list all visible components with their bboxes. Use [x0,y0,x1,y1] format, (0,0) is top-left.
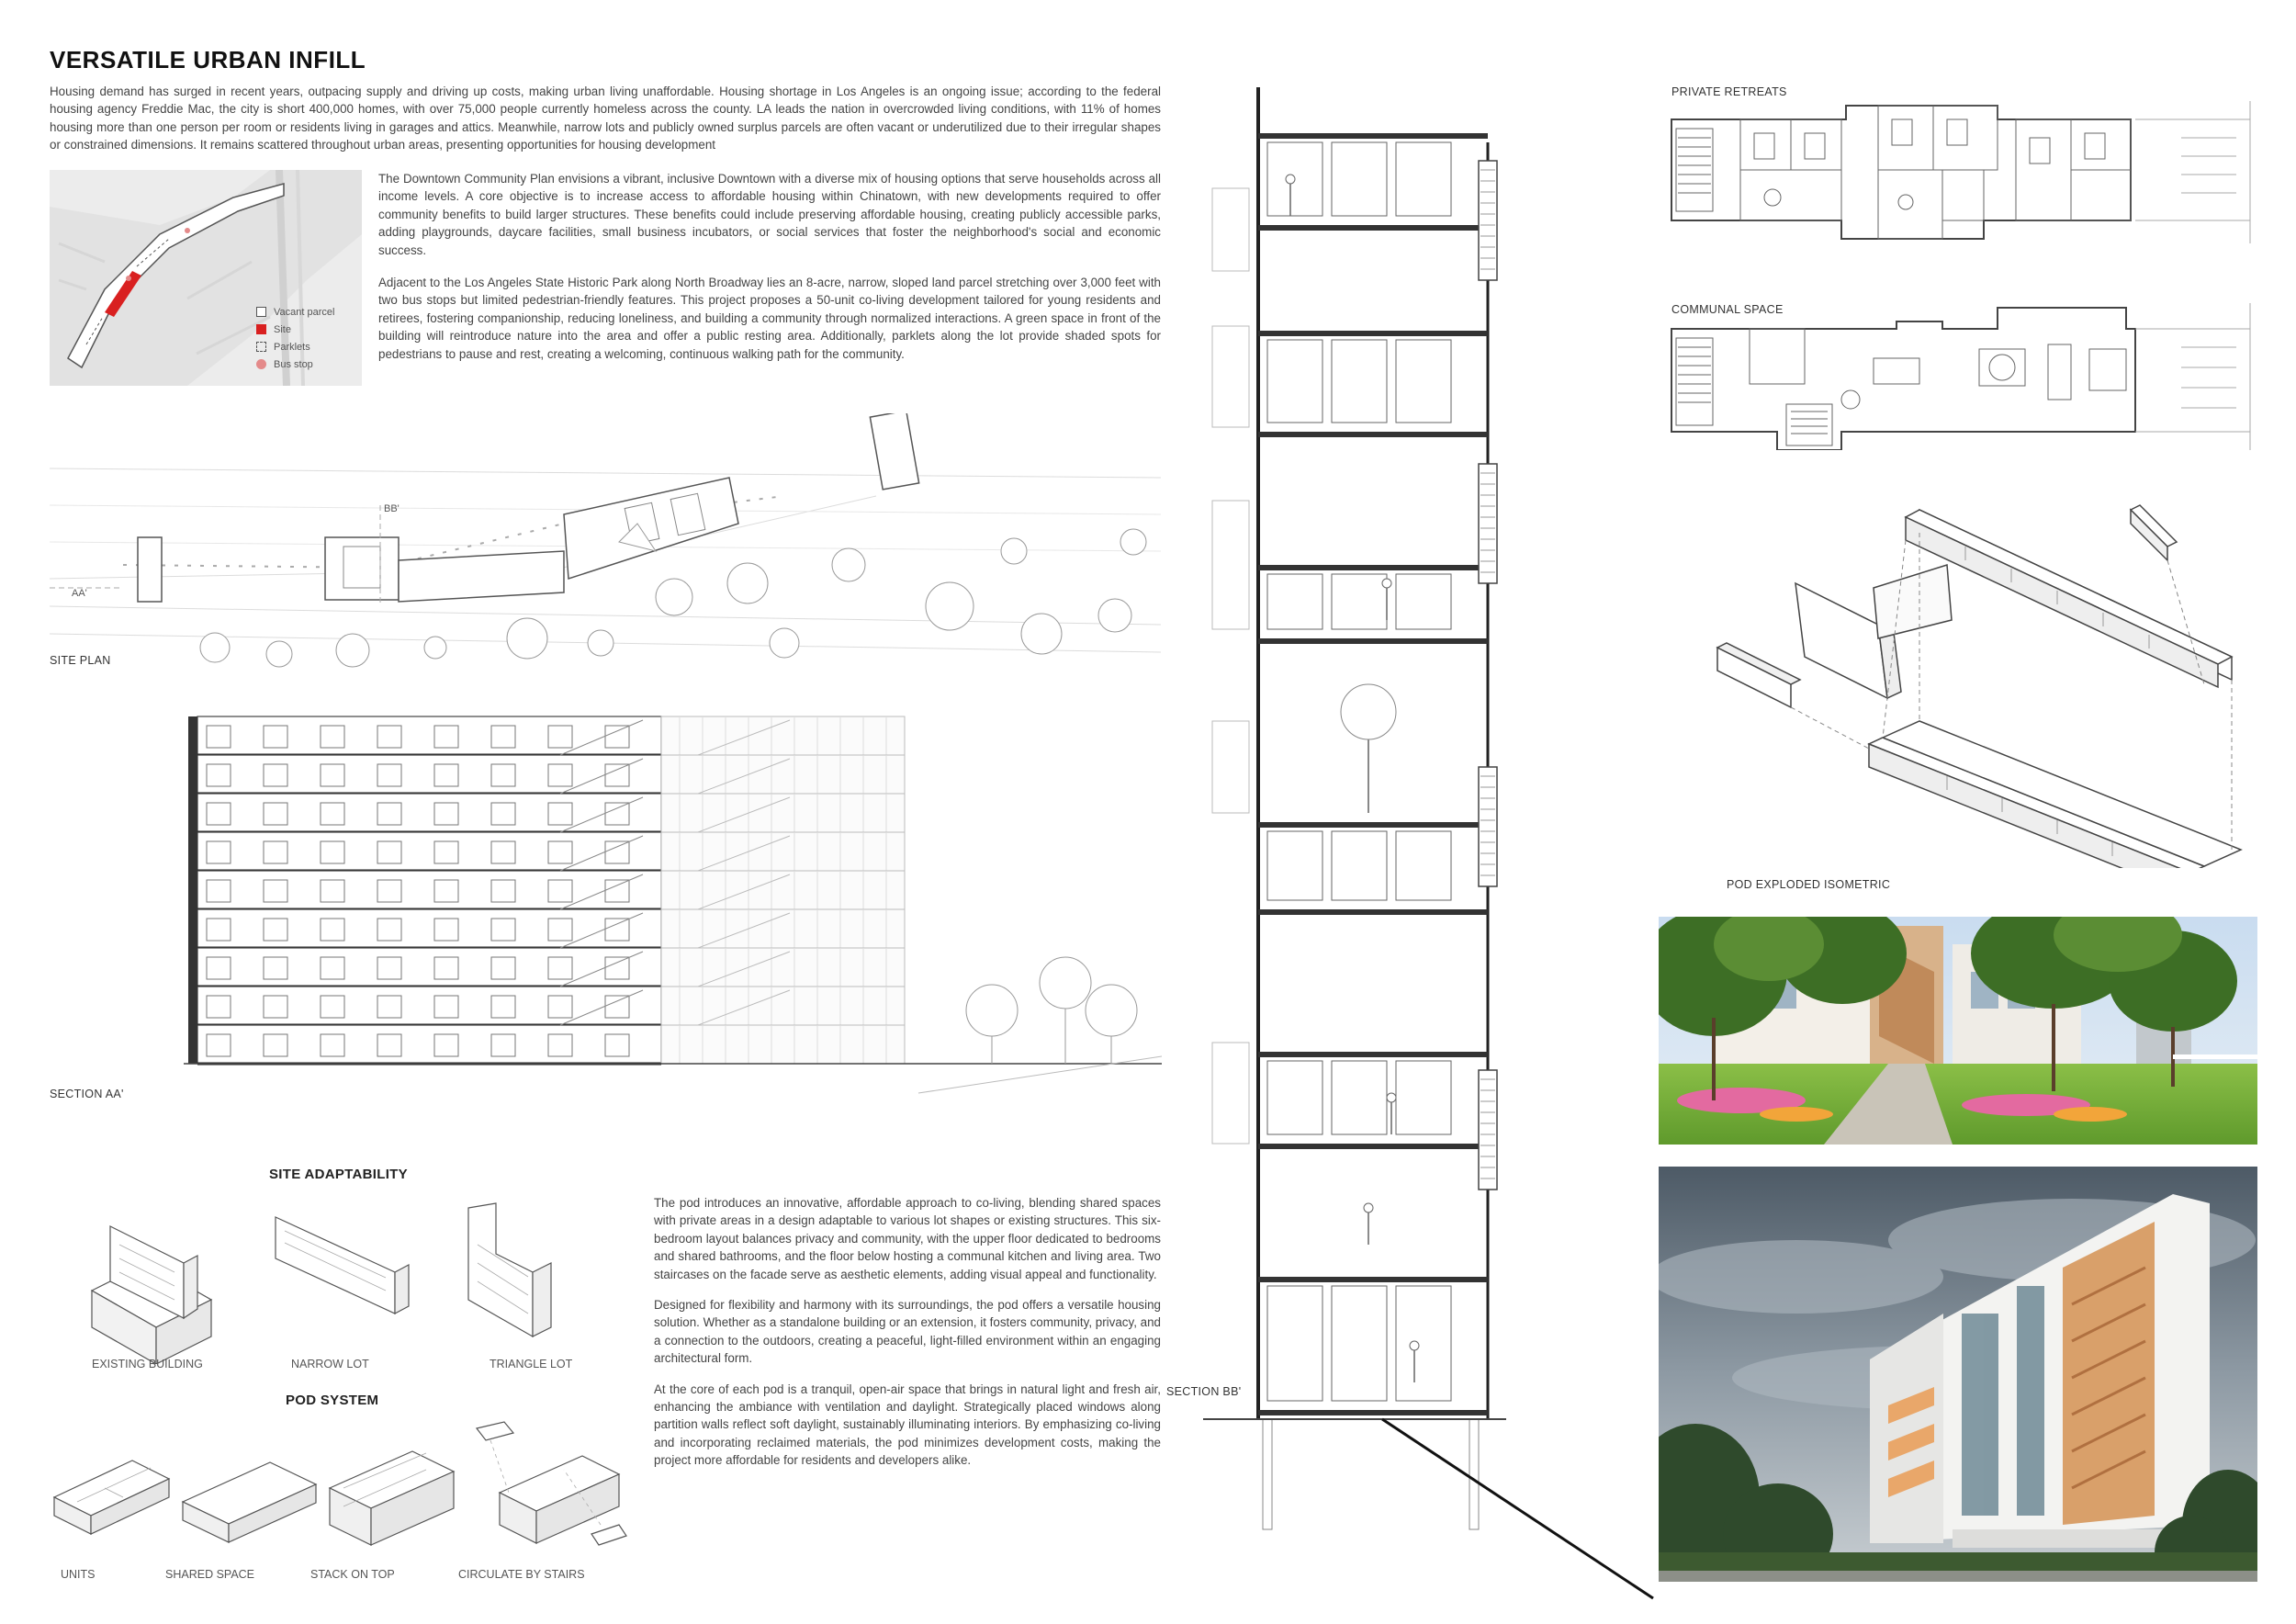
pod-paragraph-1: The pod introduces an innovative, affordable approach to co-living, blending shared spaces with private areas in a design adaptable to various lot shapes or existing structures. This six-bedroom layout balances privacy and community, with the upper floor dedicated to bedrooms and shared bathrooms, and the floor below hosting a communal kitchen and living area. Two staircases on the facade serve as aesthetic elements, adding visual appeal and functionality. [654,1196,1161,1281]
pod-description [654,1194,1161,1470]
legend-item-site: Site [256,321,334,338]
communal-space-plan [1667,303,2255,450]
legend-item-parklets: Parklets [256,338,334,355]
legend-item-vacant: Vacant parcel [256,303,334,321]
section-aa-label: SECTION AA' [50,1088,124,1100]
legend-swatch-dashed [256,342,266,352]
pod-system-heading: POD SYSTEM [286,1393,379,1408]
legend-swatch-site [256,324,266,334]
site-plan-drawing [50,413,1161,680]
site-adaptability-diagrams [73,1190,588,1364]
legend-swatch-outline [256,307,266,317]
triangle-lot-label: TRIANGLE LOT [490,1358,573,1370]
pod-exploded-label: POD EXPLODED ISOMETRIC [1727,878,1891,891]
tower-render-image [1659,1167,2257,1582]
section-bb-drawing [1203,78,1506,1580]
private-retreats-plan [1667,101,2255,243]
pod-exploded-isometric [1708,501,2250,868]
section-aa-marker: AA' [72,588,87,599]
pod-paragraph-2: Designed for flexibility and harmony with its surroundings, the pod offers a versatile housing solution. Whether as a standalone building or an extension, it fosters community, privacy, and a connection to the outdoors, creating a peaceful, light-filled environment within an engaging architectural form. [654,1298,1161,1366]
leader-line [1378,1415,1671,1607]
stack-on-top-label: STACK ON TOP [310,1568,395,1581]
site-adaptability-heading: SITE ADAPTABILITY [269,1167,408,1182]
map-legend [256,303,334,373]
communal-space-label: COMMUNAL SPACE [1671,303,1784,316]
community-plan-paragraph: The Downtown Community Plan envisions a vibrant, inclusive Downtown with a diverse mix of housing options that serve households across all income levels. A core objective is to increase access to affordable housing within Chinatown, with new developments required to offer community benefits to build larger structures. These benefits could include preserving affordable housing, creating publicly accessible parks, adding playgrounds, daycare facilities, small business incubators, or social services that foster the neighborhood's social and economic success. [378,172,1161,257]
shared-space-label: SHARED SPACE [165,1568,255,1581]
private-retreats-label: PRIVATE RETREATS [1671,85,1787,98]
narrow-lot-label: NARROW LOT [291,1358,369,1370]
legend-swatch-dot [256,359,266,369]
pod-paragraph-3: At the core of each pod is a tranquil, open-air space that brings in natural light and fresh air, enhancing the ambiance with ventilation and daylight. Strategically placed windows along partition walls reflect soft daylight, sustainably illuminating interiors. By emphasizing co-living and incorporating reclaimed materials, the pod minimizes development costs, making the project more affordable for residents and developers alike. [654,1382,1161,1468]
existing-building-label: EXISTING BUILDING [92,1358,203,1370]
pod-system-diagrams [50,1415,637,1562]
site-paragraph: Adjacent to the Los Angeles State Historic Park along North Broadway lies an 8-acre, narrow, sloped land parcel stretching over 3,000 feet with two bus stops but limited pedestrian-friendly features. This project proposes a 50-unit co-living development tailored for young residents and retirees, fostering companionship, reducing loneliness, and building a community through normalized interactions. A green space in front of the building will reintroduce nature into the area and offer a public resting area. Additionally, parklets along the lot provide shaded spots for pedestrians to pause and rest, creating a welcoming, continuous walking path for the community. [378,276,1161,361]
garden-render-image [1659,917,2257,1145]
section-bb-marker: BB' [384,503,400,514]
page-title: VERSATILE URBAN INFILL [50,46,366,73]
context-map [50,170,362,386]
section-bb-label: SECTION BB' [1166,1385,1242,1398]
intro-paragraph: Housing demand has surged in recent years, outpacing supply and driving up costs, making urban living unaffordable. Housing shortage in Los Angeles is an ongoing issue; according to the federal housing agency Freddie Mac, the city is short 400,000 homes, with over 75,000 people currently homeless across the county. LA leads the nation in overcrowded living conditions, with 11% of homes housing more than one person per room or residents living in garages and attics. Meanwhile, narrow lots and publicly owned surplus parcels are often vacant or underutilized due to their irregular shapes or constrained dimensions. It remains scattered throughout urban areas, presenting opportunities for housing development [50,85,1161,152]
circulate-by-stairs-label: CIRCULATE BY STAIRS [458,1568,585,1581]
site-plan-label: SITE PLAN [50,654,111,667]
units-label: UNITS [61,1568,96,1581]
legend-item-bus-stop: Bus stop [256,355,334,373]
section-aa-drawing [184,707,1162,1116]
